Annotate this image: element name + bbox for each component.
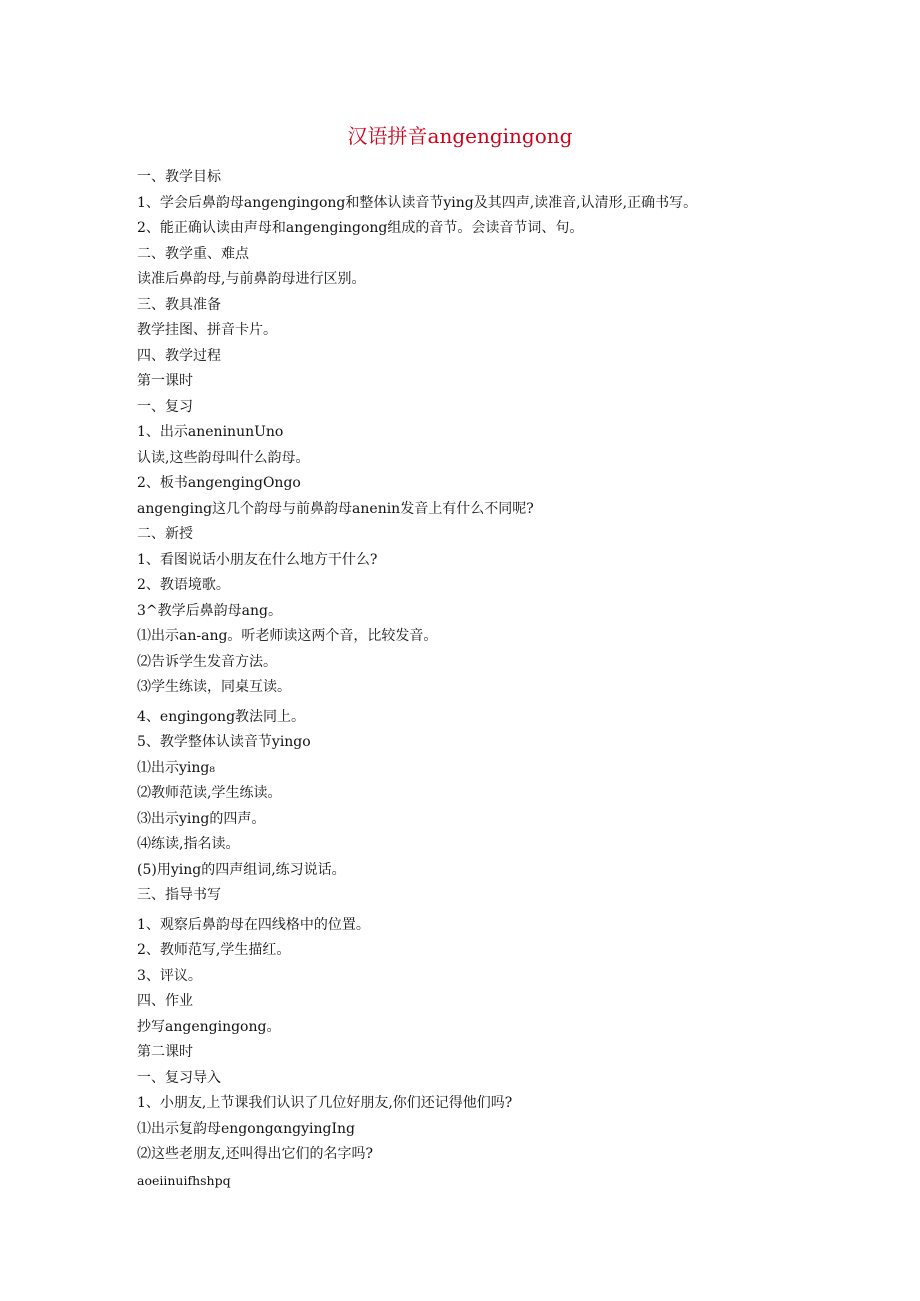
section-heading: 一、复习导入 xyxy=(137,1069,221,1086)
text-line: 1、看图说话小朋友在什么地方干什么? xyxy=(137,551,378,568)
text-line: 3、评议。 xyxy=(137,967,202,984)
lesson-heading: 第一课时 xyxy=(137,373,193,389)
text-line: 2、教师范写,学生描红。 xyxy=(137,942,291,958)
text-line: 抄写angengingong。 xyxy=(137,1018,281,1035)
section-heading: 一、教学目标 xyxy=(137,169,221,185)
text-line: ⑴出示复韵母engongαngyingIng xyxy=(137,1120,355,1137)
section-heading: 三、指导书写 xyxy=(137,887,221,903)
text-line: (5)用ying的四声组词,练习说话。 xyxy=(137,861,346,878)
document-body xyxy=(137,165,877,1193)
section-heading: 二、教学重、难点 xyxy=(137,245,249,262)
text-line: 3^教学后鼻韵母ang。 xyxy=(137,602,282,619)
section-heading: 二、新授 xyxy=(137,526,193,542)
section-heading: 四、教学过程 xyxy=(137,347,221,364)
text-line: 1、学会后鼻韵母angengingong和整体认读音节ying及其四声,读准音,认清形,正确书写。 xyxy=(137,194,698,211)
text-line: ⑴出示ying₈ xyxy=(137,759,215,776)
section-heading: 四、作业 xyxy=(137,993,193,1009)
text-line: 教学挂图、拼音卡片。 xyxy=(137,322,277,338)
text-line: ⑴出示an-ang。听老师读这两个音，比较发音。 xyxy=(137,628,438,644)
text-line: angenging这几个韵母与前鼻韵母anenin发音上有什么不同呢? xyxy=(137,500,534,517)
document-title: 汉语拼音angengingong xyxy=(347,124,573,148)
section-heading: 一、复习 xyxy=(137,398,193,415)
text-line: ⑶学生练读，同桌互读。 xyxy=(137,679,291,695)
text-line: ⑵教师范读,学生练读。 xyxy=(137,785,282,801)
section-heading: 三、教具准备 xyxy=(137,296,221,313)
lesson-heading: 第二课时 xyxy=(137,1044,193,1060)
text-line: 1、观察后鼻韵母在四线格中的位置。 xyxy=(137,916,370,933)
text-line: 读准后鼻韵母,与前鼻韵母进行区别。 xyxy=(137,271,366,287)
text-line: 认读,这些韵母叫什么韵母。 xyxy=(137,449,310,466)
text-line: ⑵这些老朋友,还叫得出它们的名字吗? xyxy=(137,1146,373,1162)
text-line: ⑵告诉学生发音方法。 xyxy=(137,653,277,670)
text-line: ⑶出示ying的四声。 xyxy=(137,810,266,827)
text-line: 2、能正确认读由声母和angengingong组成的音节。会读音节词、句。 xyxy=(137,220,584,236)
text-line: 4、engingong教法同上。 xyxy=(137,708,306,725)
text-line: 2、教语境歌。 xyxy=(137,577,230,593)
text-line: 1、出示aneninunUno xyxy=(137,424,284,440)
text-line: ⑷练读,指名读。 xyxy=(137,836,240,852)
text-line: 5、教学整体认读音节yingo xyxy=(137,734,311,750)
text-line: 1、小朋友,上节课我们认识了几位好朋友,你们还记得他们吗? xyxy=(137,1095,513,1111)
text-line: aoeiinuifhshpq xyxy=(137,1172,231,1188)
text-line: 2、板书angengingOngo xyxy=(137,475,301,491)
